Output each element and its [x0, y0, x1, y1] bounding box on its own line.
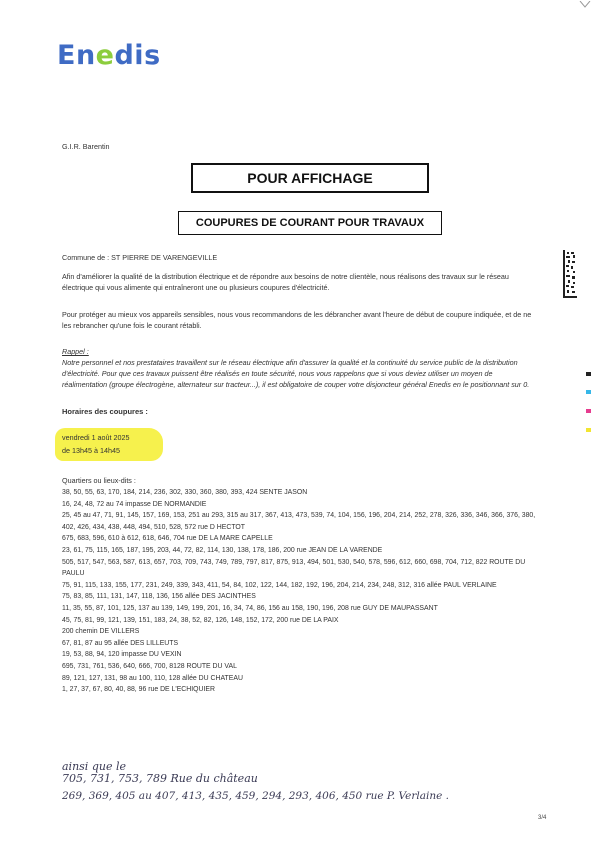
enedis-logo: Enedis — [57, 40, 161, 71]
handwritten-note-3: 269, 369, 405 au 407, 413, 435, 459, 294, 293, 406, 450 rue P. Verlaine . — [62, 790, 449, 802]
horaires-title: Horaires des coupures : — [62, 407, 148, 416]
handwritten-note-1: ainsi que le — [62, 760, 126, 773]
address-line: 16, 24, 48, 72 au 74 impasse DE NORMANDIE — [62, 500, 207, 508]
color-mark-cyan — [586, 390, 591, 394]
address-line: 11, 35, 55, 87, 101, 125, 137 au 139, 149, 199, 201, 16, 34, 74, 86, 156 au 158, 190, 196, 208 rue GUY DE MAUPASSANT — [62, 604, 438, 612]
outage-time: de 13h45 à 14h45 — [62, 446, 120, 455]
sender-label: G.I.R. Barentin — [62, 142, 110, 151]
advice-paragraph: Pour protéger au mieux vos appareils sensibles, nous vous recommandons de les débrancher avant l'heure de début de coupure indiquée, et de ne les rebrancher qu'une fois le courant rétabli. — [62, 310, 532, 330]
address-line: 89, 121, 127, 131, 98 au 100, 110, 128 allée DU CHATEAU — [62, 674, 243, 682]
address-line: 695, 731, 761, 536, 640, 666, 700, 8128 ROUTE DU VAL — [62, 662, 237, 670]
commune-label: Commune de : ST PIERRE DE VARENGEVILLE — [62, 253, 218, 262]
sub-title: COUPURES DE COURANT POUR TRAVAUX — [178, 211, 442, 235]
rappel-title: Rappel : — [62, 347, 89, 356]
address-line: 25, 45 au 47, 71, 91, 145, 157, 169, 153, 251 au 293, 315 au 317, 367, 413, 473, 539, 74, 104, 156, 196, 204, 214, 252, 278, 326, 336, 346, 366, 376, 380, 402, 426, 434, 438, 448, 494, 510, 528, 572 rue D HECTOT — [62, 512, 536, 531]
address-line: 75, 91, 115, 133, 155, 177, 231, 249, 339, 343, 411, 54, 84, 102, 122, 144, 182, 192, 196, 204, 214, 234, 248, 312, 316 allée PAUL VERLAINE — [62, 581, 497, 589]
color-mark-black — [586, 372, 591, 376]
page-number: 3/4 — [538, 815, 547, 821]
color-mark-yellow — [586, 428, 591, 432]
address-line: 75, 83, 85, 111, 131, 147, 118, 136, 156 allée DES JACINTHES — [62, 593, 256, 601]
address-line: 45, 75, 81, 99, 121, 139, 151, 183, 24, 38, 52, 82, 126, 148, 152, 172, 200 rue DE LA PAIX — [62, 616, 339, 624]
address-line: 19, 53, 88, 94, 120 impasse DU VEXIN — [62, 651, 182, 659]
rappel-block — [62, 346, 532, 390]
color-mark-magenta — [586, 409, 591, 413]
corner-mark — [578, 0, 592, 12]
rappel-body: Notre personnel et nos prestataires travaillent sur le réseau électrique afin d'assurer la qualité et la continuité du service public de la distribution d'électricité. Pour que ces travaux puissent être réalisés en toute sécurité, nous vous rappelons que si vous deviez utiliser un moyen de réalimentation (groupe électrogène, alternateur sur tracteur...), il est obligatoire de couper votre disjoncteur général Enedis en le positionnant sur 0. — [62, 358, 530, 389]
address-list — [62, 487, 540, 696]
address-line: 505, 517, 547, 563, 587, 613, 657, 703, 709, 743, 749, 789, 797, 817, 875, 913, 494, 501, 530, 540, 578, 596, 612, 660, 698, 704, 712, 822 ROUTE DU PAULU — [62, 558, 526, 578]
main-title: POUR AFFICHAGE — [191, 163, 429, 193]
address-line: 67, 81, 87 au 95 allée DES LILLEUTS — [62, 639, 179, 647]
address-line: 1, 27, 37, 67, 80, 40, 88, 96 rue DE L'ECHIQUIER — [62, 686, 215, 694]
outage-date: vendredi 1 août 2025 — [62, 433, 130, 442]
address-line: 38, 50, 55, 63, 170, 184, 214, 236, 302, 330, 360, 380, 393, 424 SENTE JASON — [62, 489, 308, 496]
datamatrix-code-icon — [563, 250, 577, 298]
address-line: 675, 683, 596, 610 à 612, 618, 646, 704 rue DE LA MARE CAPELLE — [62, 535, 273, 543]
quartiers-title: Quartiers ou lieux-dits : — [62, 476, 136, 485]
handwritten-note-2: 705, 731, 753, 789 Rue du château — [62, 772, 258, 785]
address-line: 200 chemin DE VILLERS — [62, 628, 140, 636]
intro-paragraph: Afin d'améliorer la qualité de la distribution électrique et de répondre aux besoins de notre clientèle, nous réalisons des travaux sur le réseau électrique qui vous alimente qui entraîneront une ou plusieurs coupures d'électricité. — [62, 272, 509, 292]
address-line: 23, 61, 75, 115, 165, 187, 195, 203, 44, 72, 82, 114, 130, 138, 178, 186, 200 rue JEAN DE LA VARENDE — [62, 546, 383, 554]
